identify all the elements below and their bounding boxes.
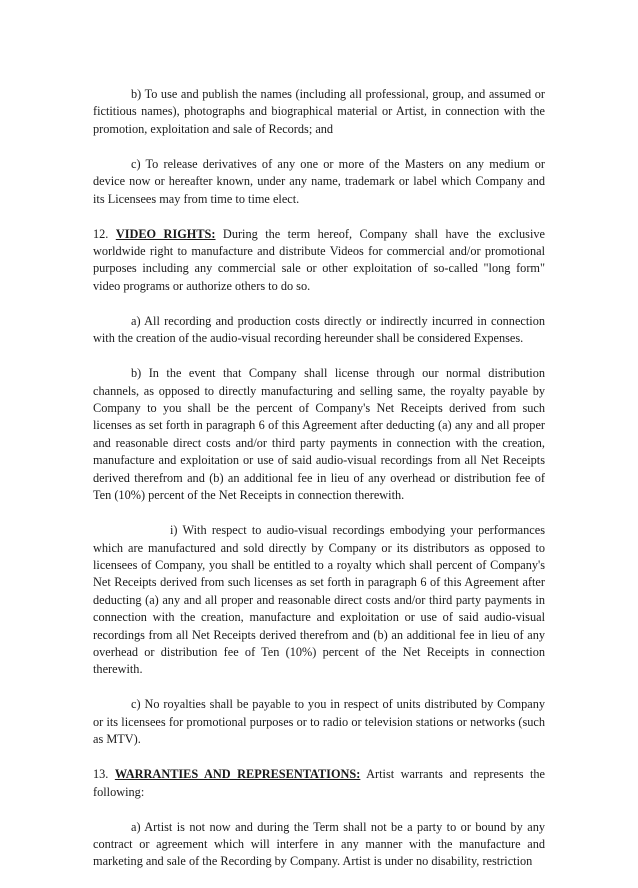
section-12-body: During the term hereof, Company shall have the exclusive worldwide right to manufacture and distribute Videos for commercial and/or promotional purposes including any commercial sale or other exploitation of so-called "long form" video programs or authorize others to do so. [93,226,545,293]
section-12-video-rights-paragraph [93,226,545,296]
section-12-heading: VIDEO RIGHTS: [115,226,216,241]
clause-12b-i-direct-sales-paragraph: i) With respect to audio-visual recordings embodying your performances which are manufactured and sold directly by Company or its distributors as opposed to licensees of Company, you shall be entitled to a royalty which shall percent of Company's Net Receipts derived from such licenses as set forth in paragraph 6 of this Agreement after deducting (a) any and all proper and reasonable direct costs and/or third party payments in connection with the creation, manufacture and exploitation or use of said audio-visual recordings from all Net Receipts derived therefrom and (b) an additional fee in lieu of any overhead or distribution fee of Ten (10%) percent of the Net Receipts in connection therewith. [93,523,545,677]
clause-12b-license-paragraph: b) In the event that Company shall license through our normal distribution channels, as opposed to directly manufacturing and selling same, the royalty payable by Company to you shall be the percent of Company's Net Receipts derived from such licenses as set forth in paragraph 6 of this Agreement after deducting (a) any and all proper and reasonable direct costs and/or third party payments in connection with the creation, manufacture and exploitation or use of said audio-visual recordings from all Net Receipts derived therefrom and (b) an additional fee in lieu of any overhead or distribution fee of Ten (10%) percent of the Net Receipts in connection therewith. [93,366,545,503]
section-13-body: Artist warrants and represents the following: [93,767,546,799]
section-13-number: 13. [93,767,109,782]
document-page [93,86,545,888]
clause-b-names-paragraph: b) To use and publish the names (including all professional, group, and assumed or fictitious names), photographs and biographical material or Artist, in connection with the promotion, exploitation and sale of Records; and [93,87,545,136]
clause-13a-no-conflict-paragraph: a) Artist is not now and during the Term shall not be a party to or bound by any contract or agreement which will interfere in any manner with the manufacture and marketing and sale of the Recording by Company. Artist is under no disability, restriction [93,819,545,869]
clause-c-derivatives-paragraph: c) To release derivatives of any one or more of the Masters on any medium or device now or hereafter known, under any name, trademark or label which Company and its Licensees may from time to time elect. [93,156,545,206]
clause-12a-costs-paragraph: a) All recording and production costs directly or indirectly incurred in connection with the creation of the audio-visual recording hereunder shall be considered Expenses. [93,313,545,346]
section-12-number: 12. [93,226,109,241]
section-13-heading: WARRANTIES AND REPRESENTATIONS: [114,767,361,782]
section-13-warranties-paragraph [93,766,545,801]
clause-12c-no-royalties-paragraph: c) No royalties shall be payable to you in respect of units distributed by Company or its licensees for promotional purposes or to radio or television stations or networks (such as MTV). [93,697,545,747]
